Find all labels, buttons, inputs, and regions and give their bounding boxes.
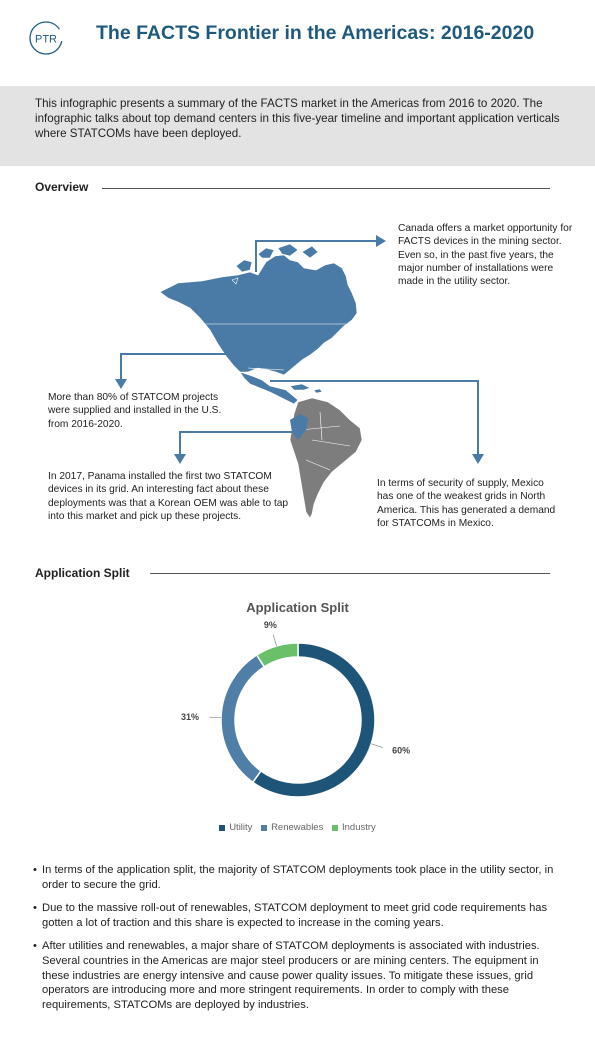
- page-title: The FACTS Frontier in the Americas: 2016-2020: [96, 22, 535, 44]
- legend-swatch: [261, 825, 267, 831]
- bullet-item: [35, 863, 565, 892]
- application-heading: Application Split: [35, 566, 130, 580]
- callout-panama: In 2017, Panama installed the first two STATCOM devices in its grid. An interesting fact about these deployments was that a Korean OEM was able to tap into this market and pick up these projects.: [48, 471, 289, 522]
- bullet-text: After utilities and renewables, a major share of STATCOM deployments is associated with industries. Several countries in the Americas are major steel producers or are mining centers. The equipment in these industries are energy intensive and cause power quality issues. To mitigate these issues, grid operators are introducing more and more stringent requirements. In order to comply with these requirements, STATCOMs are deployed by industries.: [42, 940, 540, 1011]
- legend-item-industry: [332, 822, 376, 833]
- callout-us: More than 80% of STATCOM projects were supplied and installed in the U.S. from 2016-2020.: [48, 392, 222, 430]
- application-divider: [150, 573, 550, 574]
- bullet-text: In terms of the application split, the majority of STATCOM deployments took place in the utility sector, in order to secure the grid.: [42, 864, 554, 891]
- data-label-utility: 60%: [392, 745, 411, 756]
- callout-mexico: In terms of security of supply, Mexico has one of the weakest grids in North America. This has generated a demand for STATCOMs in Mexico.: [377, 478, 556, 529]
- legend-swatch: [332, 825, 338, 831]
- intro-box: This infographic presents a summary of the FACTS market in the Americas from 2016 to 2020. The infographic talks about top demand centers in this five-year timeline and important application verticals where STATCOMs have been deployed.: [0, 86, 595, 166]
- overview-divider: [102, 188, 550, 189]
- header: [0, 0, 595, 80]
- bullet-item: [35, 901, 565, 930]
- data-label-industry: 9%: [263, 620, 277, 630]
- legend-label: Industry: [342, 822, 376, 833]
- callout-canada: Canada offers a market opportunity for FACTS devices in the mining sector. Even so, in the past five years, the major number of installations were made in the utility sector.: [398, 223, 573, 288]
- bullet-dot: •: [33, 864, 37, 876]
- legend-label: Renewables: [271, 822, 324, 833]
- leader-line-utility: [371, 744, 382, 748]
- slice-utility: [253, 643, 375, 797]
- overview-heading: Overview: [35, 180, 89, 194]
- legend-label: Utility: [229, 822, 253, 833]
- bullet-dot: •: [33, 902, 37, 915]
- legend-item-utility: [219, 822, 252, 833]
- bullet-text: Due to the massive roll-out of renewables, STATCOM deployment to meet grid code requirements has gotten a lot of traction and this share is expected to increase in the coming years.: [42, 902, 548, 929]
- bullet-dot: •: [33, 940, 37, 953]
- bullet-item: [35, 939, 565, 1012]
- chart-title: Application Split: [246, 600, 349, 615]
- bullet-list: [35, 863, 565, 1021]
- legend-item-renewables: [261, 822, 323, 833]
- logo-text: PTR: [35, 33, 57, 46]
- slice-industry: [257, 643, 298, 667]
- ptr-logo: [24, 20, 68, 56]
- data-label-renewables: 31%: [181, 711, 200, 722]
- chart-legend: [0, 822, 595, 834]
- slice-renewables: [221, 655, 264, 782]
- leader-line-industry: [273, 635, 276, 647]
- donut-chart: [0, 620, 595, 815]
- legend-swatch: [219, 825, 225, 831]
